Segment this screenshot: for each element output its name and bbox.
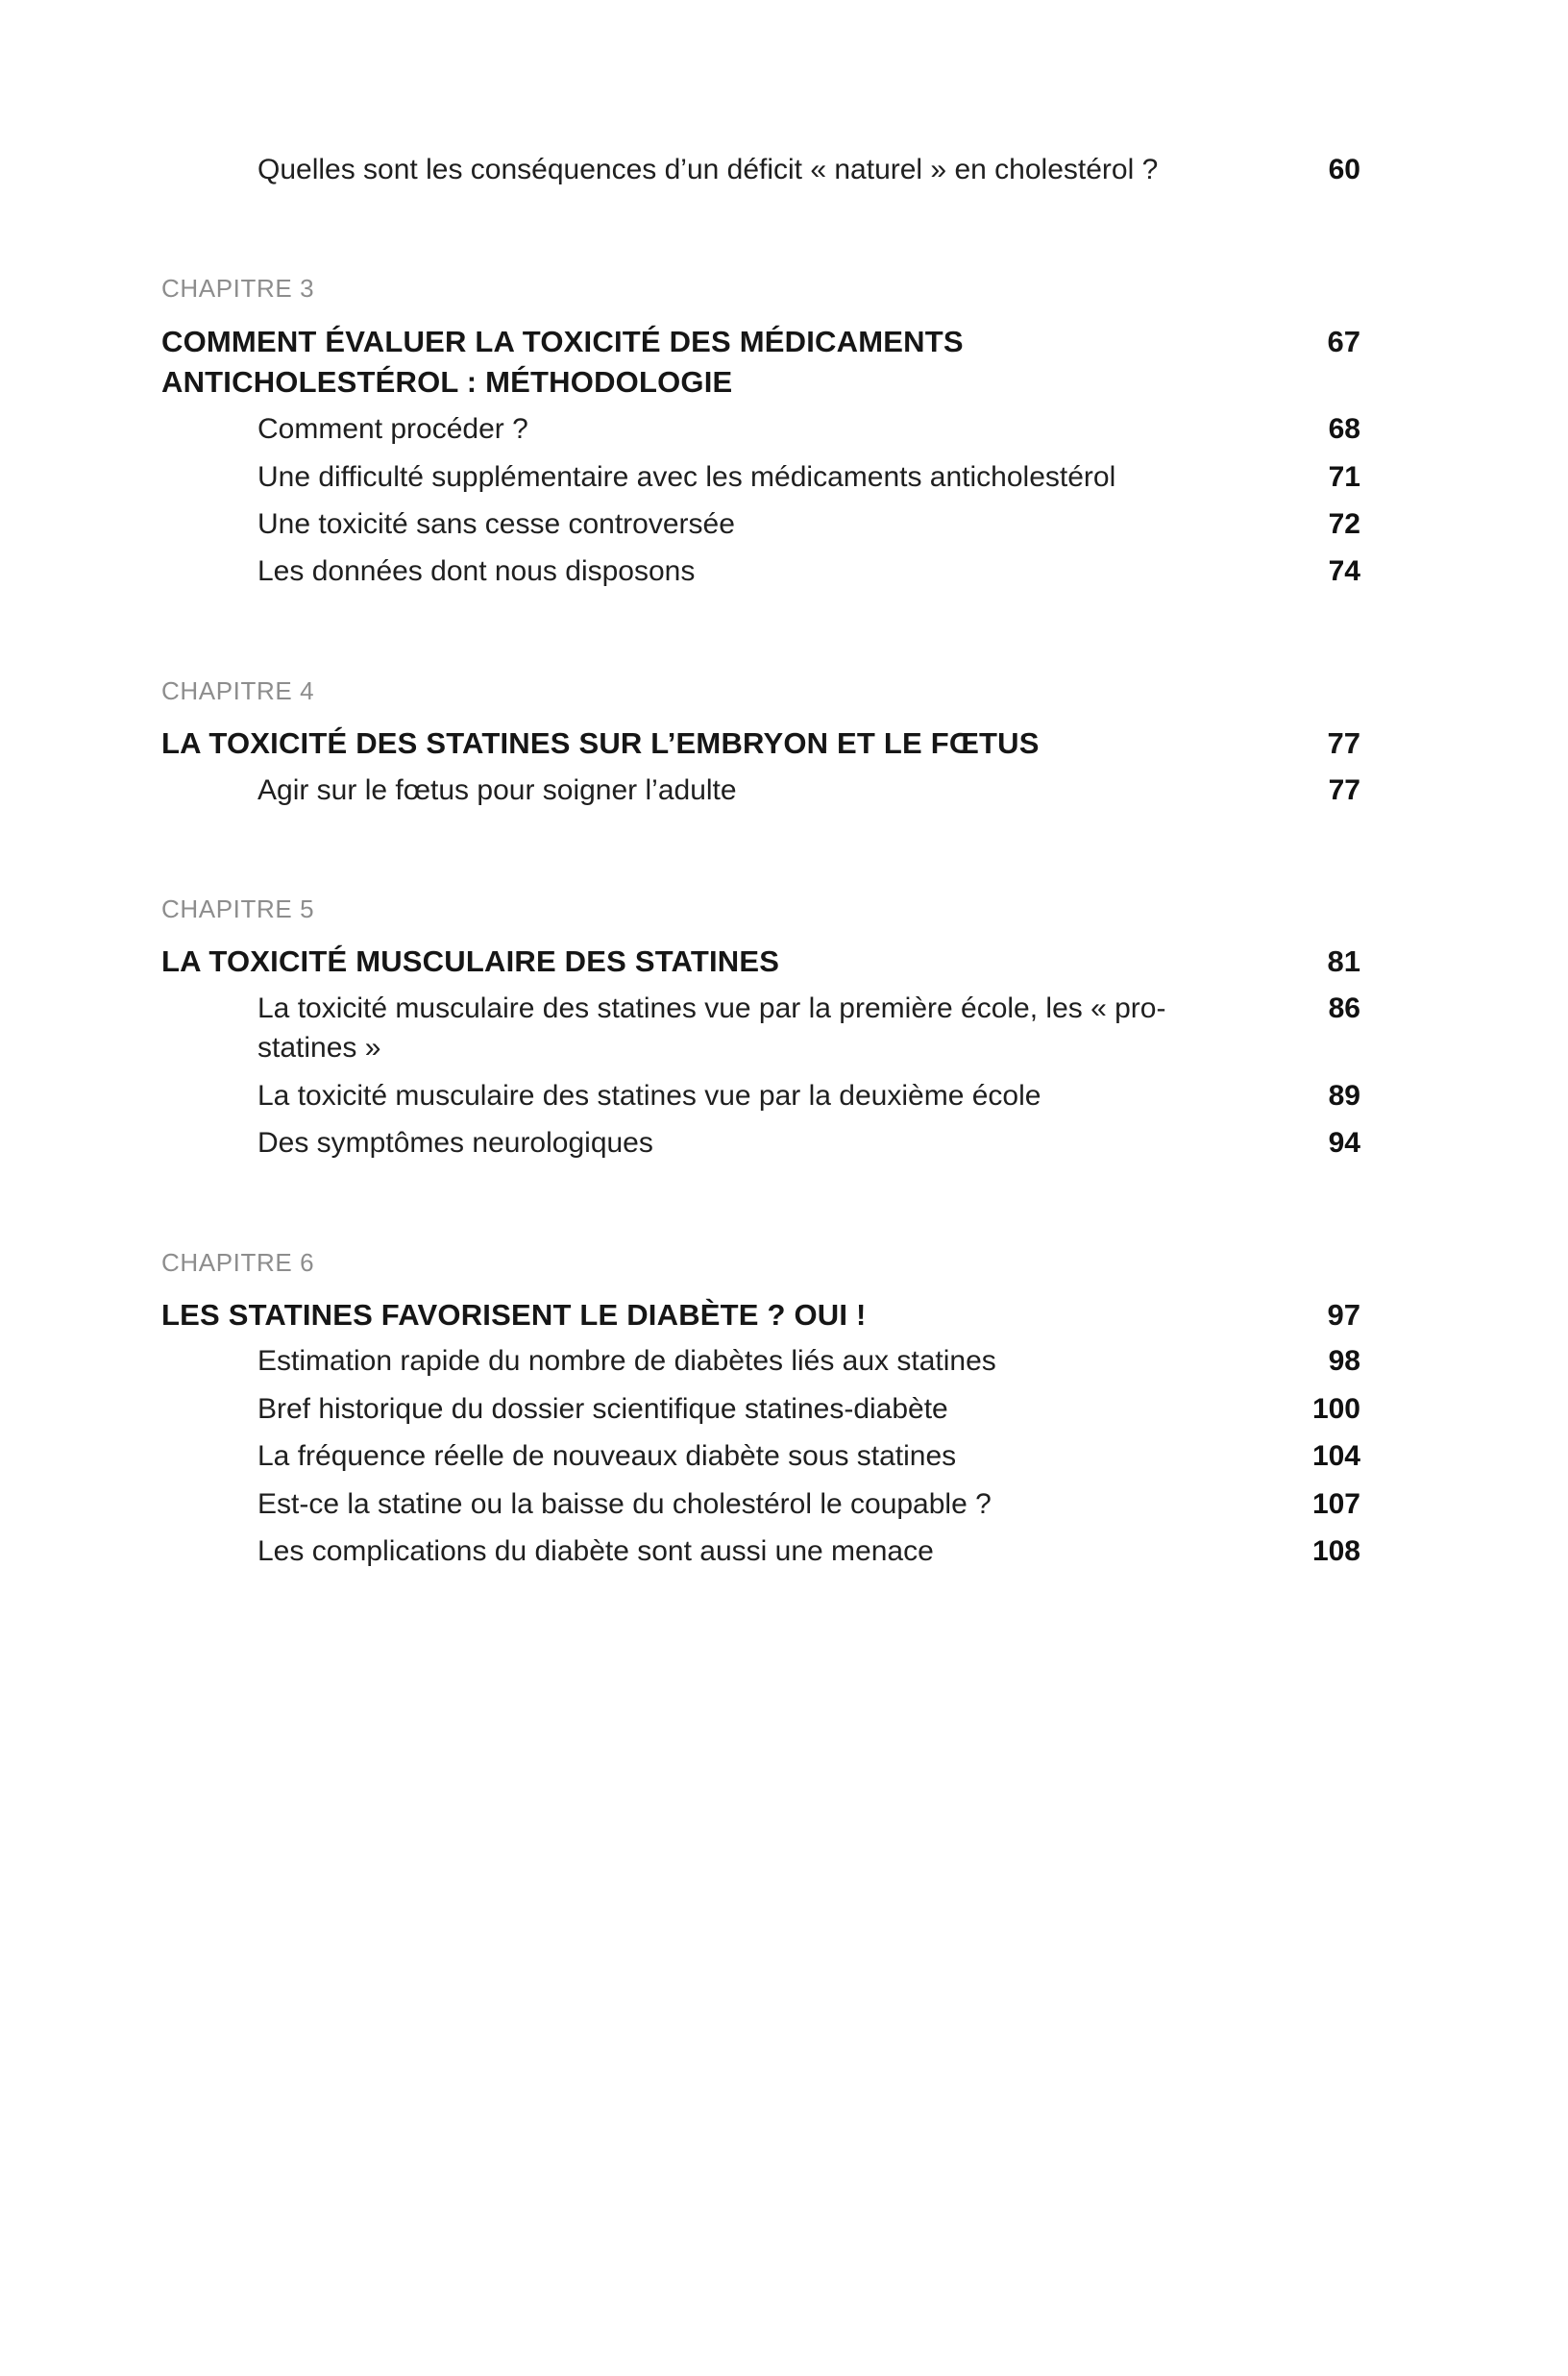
chapter-title-row[interactable] [161, 322, 1360, 404]
chapter-entry-list [161, 771, 1360, 810]
chapter-kicker: CHAPITRE 6 [161, 1247, 315, 1277]
chapter-title-row[interactable] [161, 723, 1360, 765]
toc-entry[interactable] [161, 989, 1360, 1068]
toc-entry-page: 71 [1328, 460, 1360, 493]
continued-entry-list [161, 150, 1360, 189]
chapter-page: 77 [1327, 725, 1360, 760]
chapter-entry-list [161, 1341, 1360, 1571]
toc-entry-label: Comment procéder ? [257, 413, 528, 446]
chapter-kicker: CHAPITRE 5 [161, 894, 315, 924]
chapter-title: LES STATINES FAVORISENT LE DIABÈTE ? OUI ! [161, 1297, 867, 1332]
toc-entry[interactable] [161, 1531, 1360, 1571]
chapter-block-4 [161, 676, 1360, 810]
toc-entry-label: La toxicité musculaire des statines vue par la première école, les « pro-statines » [257, 992, 1166, 1065]
chapter-kicker: CHAPITRE 4 [161, 675, 315, 705]
chapter-block-6 [161, 1248, 1360, 1572]
chapter-block-3 [161, 274, 1360, 591]
toc-entry[interactable] [161, 457, 1360, 497]
toc-entry-label: Agir sur le fœtus pour soigner l’adulte [257, 773, 737, 806]
chapter-entry-list [161, 989, 1360, 1164]
toc-entry[interactable] [161, 409, 1360, 449]
chapter-kicker: CHAPITRE 3 [161, 274, 315, 304]
chapter-title: LA TOXICITÉ DES STATINES SUR L’EMBRYON ET LE FŒTUS [161, 725, 1040, 760]
toc-entry-page: 68 [1328, 413, 1360, 446]
toc-entry-label: Les complications du diabète sont aussi une menace [257, 1535, 934, 1568]
toc-entry-label: Des symptômes neurologiques [257, 1127, 653, 1160]
toc-entry[interactable] [161, 150, 1360, 189]
toc-entry[interactable] [161, 771, 1360, 810]
toc-entry[interactable] [161, 1389, 1360, 1429]
toc-entry[interactable] [161, 551, 1360, 591]
toc-entry[interactable] [161, 1076, 1360, 1115]
chapter-entry-list [161, 409, 1360, 592]
toc-entry-label: Une difficulté supplémentaire avec les médicaments anticholestérol [257, 460, 1116, 493]
table-of-contents [161, 144, 1360, 1571]
toc-entry-page: 86 [1328, 992, 1360, 1024]
continued-entry-block [161, 150, 1360, 189]
toc-entry-page: 107 [1311, 1487, 1360, 1520]
chapter-title: LA TOXICITÉ MUSCULAIRE DES STATINES [161, 944, 780, 979]
toc-entry[interactable] [161, 1484, 1360, 1524]
toc-entry-page: 98 [1328, 1345, 1360, 1378]
chapter-block-5 [161, 894, 1360, 1164]
toc-entry[interactable] [161, 1436, 1360, 1476]
toc-entry-page: 60 [1328, 154, 1360, 185]
toc-entry-label: Les données dont nous disposons [257, 555, 696, 588]
chapter-page: 97 [1327, 1297, 1360, 1332]
toc-entry-page: 94 [1328, 1127, 1360, 1160]
chapter-title-row[interactable] [161, 942, 1360, 983]
chapter-page: 81 [1327, 944, 1360, 979]
toc-entry-page: 108 [1311, 1535, 1360, 1568]
toc-entry-label: Une toxicité sans cesse controversée [257, 507, 735, 540]
chapter-page: 67 [1327, 324, 1360, 358]
toc-entry-label: Estimation rapide du nombre de diabètes liés aux statines [257, 1345, 996, 1378]
toc-entry-page: 72 [1328, 507, 1360, 540]
toc-entry-label: La toxicité musculaire des statines vue par la deuxième école [257, 1079, 1041, 1112]
toc-entry-label: La fréquence réelle de nouveaux diabète sous statines [257, 1440, 957, 1473]
chapter-title: COMMENT ÉVALUER LA TOXICITÉ DES MÉDICAMENTS ANTICHOLESTÉROL : MÉTHODOLOGIE [161, 324, 964, 400]
toc-entry-page: 104 [1311, 1440, 1360, 1473]
chapter-title-row[interactable] [161, 1295, 1360, 1336]
toc-entry[interactable] [161, 1123, 1360, 1163]
toc-entry-label: Bref historique du dossier scientifique statines-diabète [257, 1392, 948, 1425]
toc-entry-page: 77 [1328, 773, 1360, 806]
toc-entry-page: 89 [1328, 1079, 1360, 1112]
toc-entry-label: Quelles sont les conséquences d’un déficit « naturel » en cholestérol ? [257, 154, 1159, 185]
toc-entry-label: Est-ce la statine ou la baisse du cholestérol le coupable ? [257, 1487, 992, 1520]
toc-entry-page: 100 [1311, 1392, 1360, 1425]
toc-entry[interactable] [161, 504, 1360, 544]
toc-entry-page: 74 [1328, 555, 1360, 588]
toc-entry[interactable] [161, 1341, 1360, 1381]
